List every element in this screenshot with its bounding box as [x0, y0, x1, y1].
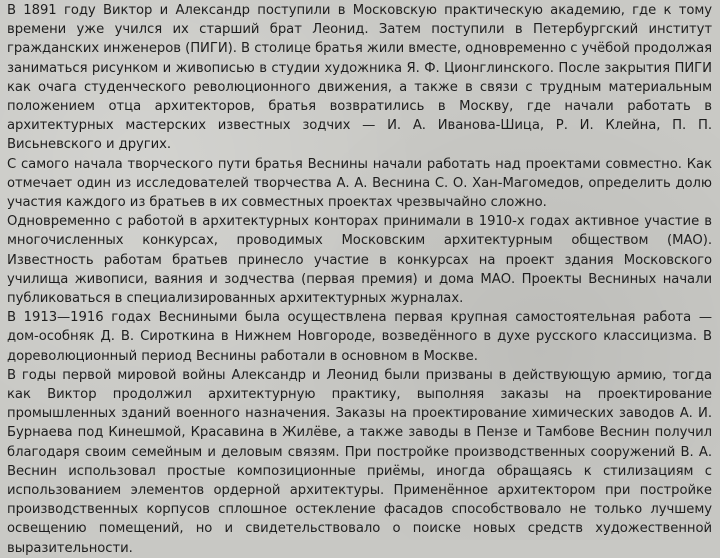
paragraph-sirotkin-mansion: В 1913—1916 годах Весниными была осуществлена первая крупная самостоятельная работа — дом-особняк Д. В. Сироткина в Нижнем Новгороде, возведённого в духе русского классицизма. В дореволюционный период Веснины работали в основном в Москве. [7, 310, 712, 364]
paragraph-war-years: В годы первой мировой войны Александр и Леонид были призваны в действующую армию, тогда как Виктор продолжил архитектурную практику, выполняя заказы на проектирование промышленных зданий военного назначения. Заказы на проектирование химических заводов А. И. Бурнаева под Кинешмой, Красавина в Жилёве, а также заводы в Пензе и Тамбове Веснин получил благодаря своим семейным и деловым связям. При постройке производственных сооружений В. А. Веснин использовал простые композиционные приёмы, иногда обращаясь к стилизациям с использованием элементов ордерной архитектуры. Применённое архитектором при постройке производственных корпусов сплошное остекление фасадов способствовало не только лучшему освещению помещений, но и свидетельствовало о поиске новых средств художественной выразительности. [7, 367, 712, 556]
paragraph-competitions: Одновременно с работой в архитектурных конторах принимали в 1910-х годах активное участие в многочисленных конкурсах, проводимых Московским архитектурным обществом (МАО). Известность работам братьев принесло участие в конкурсах на проект здания Московского училища живописи, ваяния и зодчества (первая премия) и дома МАО. Проекты Весниных начали публиковаться в специализированных архитектурных журналах. [7, 214, 712, 307]
paragraph-education: В 1891 году Виктор и Александр поступили в Московскую практическую академию, где к тому времени уже учился их старший брат Леонид. Затем поступили в Петербургский институт гражданских инженеров (ПИГИ). В столице братья жили вместе, одновременно с учёбой продолжая заниматься рисунком и живописью в студии художника Я. Ф. Ционглинского. После закрытия ПИГИ как очага студенческого революционного движения, а также в связи с трудным материальным положением отца архитекторов, братья возвратились в Москву, где начали работать в архитектурных мастерских известных зодчих — И. А. Иванова-Шица, Р. И. Клейна, П. П. Висьневского и других. [7, 3, 712, 153]
paragraph-collaboration: С самого начала творческого пути братья Веснины начали работать над проектами совместно. Как отмечает один из исследователей творчества А. А. Веснина С. О. Хан-Магомедов, определить долю участия каждого из братьев в их совместных проектах чрезвычайно сложно. [7, 156, 712, 211]
